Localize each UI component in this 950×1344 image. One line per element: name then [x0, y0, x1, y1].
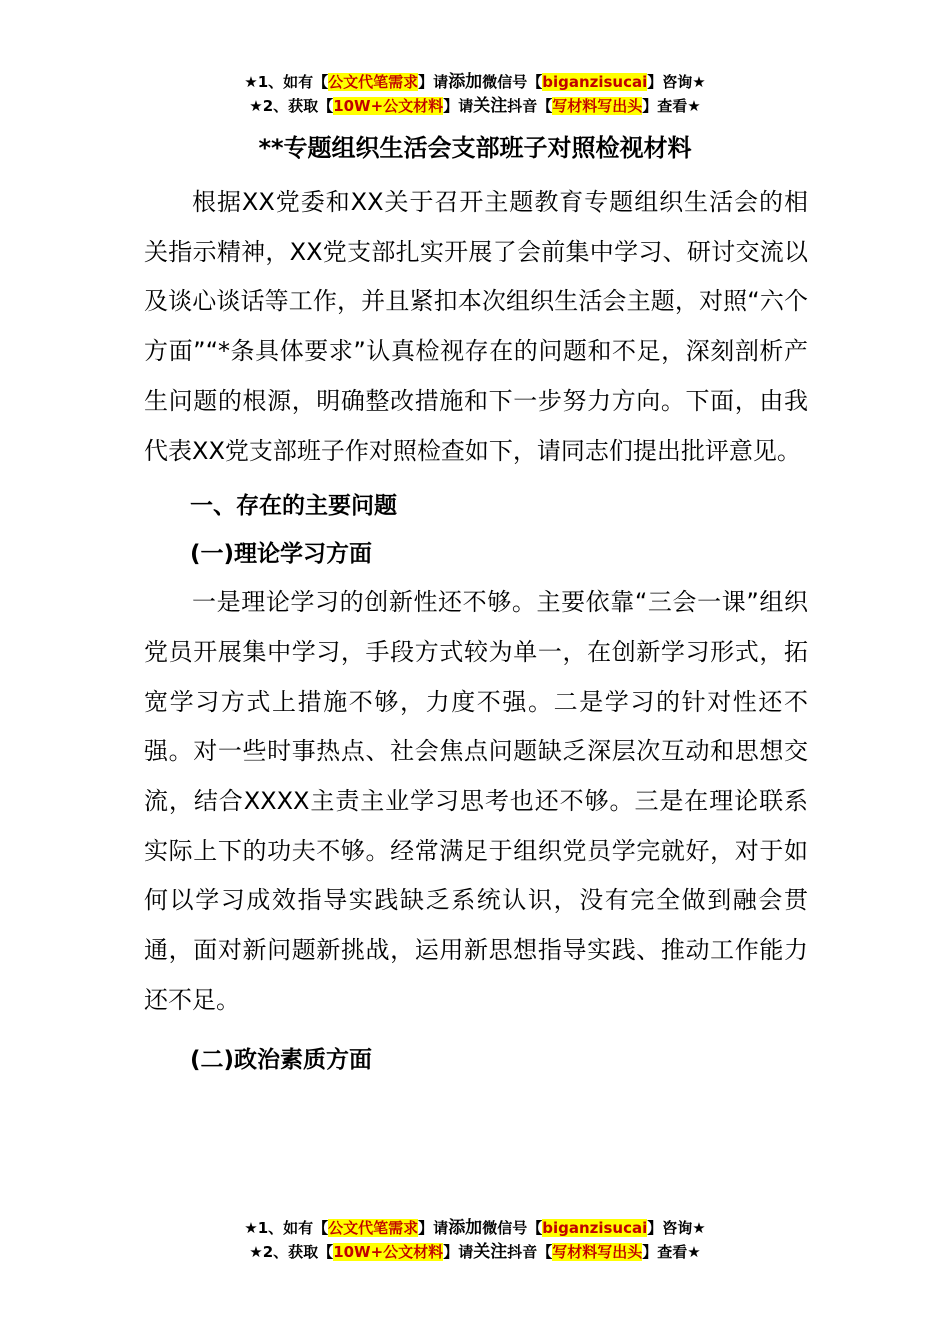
document-body [144, 178, 808, 1084]
footer-promo-banner [0, 1216, 950, 1264]
wechat-id-highlight: biganzisucai [542, 73, 648, 91]
douyin-id-highlight: 写材料写出头 [552, 97, 643, 115]
promo-highlight: 公文代笔需求 [328, 1219, 419, 1237]
promo-highlight: 10W+公文材料 [333, 97, 444, 115]
promo-line-2: ★2、获取【10W+公文材料】请关注抖音【写材料写出头】查看★ [249, 96, 701, 116]
subsection-heading: (二)政治素质方面 [190, 1046, 373, 1073]
douyin-id-highlight: 写材料写出头 [552, 1243, 643, 1261]
document-title: **专题组织生活会支部班子对照检视材料 [258, 134, 692, 162]
section-heading: 一、存在的主要问题 [190, 493, 397, 520]
header-promo-banner [0, 70, 950, 118]
intro-paragraph: 根据XX党委和XX关于召开主题教育专题组织生活会的相关指示精神，XX党支部扎实开展了会前集中学习、研讨交流以及谈心谈话等工作，并且紧扣本次组织生活会主题，对照“六个方面”“*条具体要求”认真检视存在的问题和不足，深刻剖析产生问题的根源，明确整改措施和下一步努力方向。下面，由我代表XX党支部班子作对照检查如下，请同志们提出批评意见。 [144, 188, 808, 465]
subsection-heading: (一)理论学习方面 [190, 541, 373, 568]
promo-line-2: ★2、获取【10W+公文材料】请关注抖音【写材料写出头】查看★ [249, 1242, 701, 1262]
promo-line-1: ★1、如有【公文代笔需求】请添加微信号【biganzisucai】咨询★ [244, 1218, 706, 1238]
promo-highlight: 公文代笔需求 [328, 73, 419, 91]
subsection-paragraph: 一是理论学习的创新性还不够。主要依靠“三会一课”组织党员开展集中学习，手段方式较为单一，在创新学习形式，拓宽学习方式上措施不够，力度不强。二是学习的针对性还不强。对一些时事热点、社会焦点问题缺乏深层次互动和思想交流，结合XXXX主责主业学习思考也还不够。三是在理论联系实际上下的功夫不够。经常满足于组织党员学完就好，对于如何以学习成效指导实践缺乏系统认识，没有完全做到融会贯通，面对新问题新挑战，运用新思想指导实践、推动工作能力还不足。 [144, 588, 808, 1014]
wechat-id-highlight: biganzisucai [542, 1219, 648, 1237]
promo-line-1: ★1、如有【公文代笔需求】请添加微信号【biganzisucai】咨询★ [244, 72, 706, 92]
promo-highlight: 10W+公文材料 [333, 1243, 444, 1261]
